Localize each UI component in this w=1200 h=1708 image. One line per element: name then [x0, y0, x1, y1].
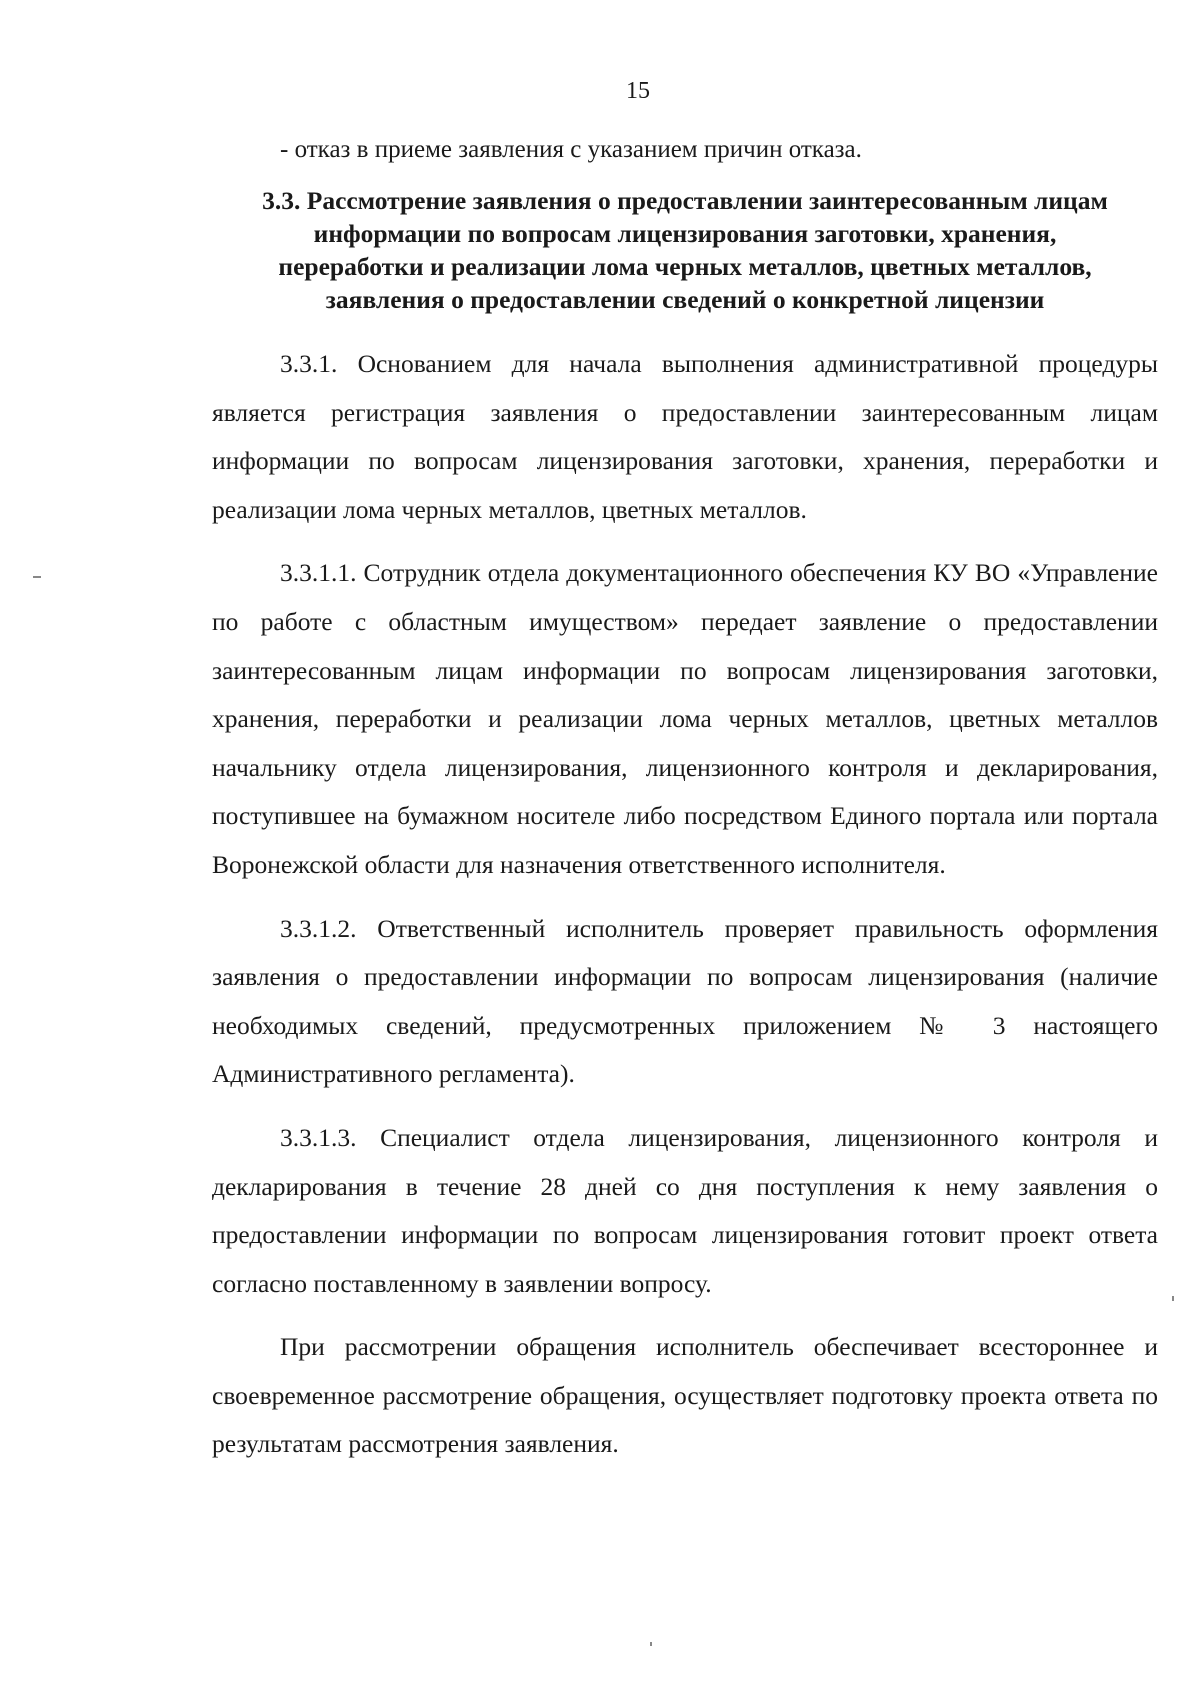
paragraph-3-3-1-1: 3.3.1.1. Сотрудник отдела документационного обеспечения КУ ВО «Управление по работе с областным имуществом» передает заявление о предоставлении заинтересованным лицам информации по вопросам лицензирования заготовки, хранения, переработки и реализации лома черных металлов, цветных металлов начальнику отдела лицензирования, лицензионного контроля и декларирования, поступившее на бумажном носителе либо посредством Единого портала или портала Воронежской области для назначения ответственного исполнителя. [212, 558, 1158, 879]
heading-line: переработки и реализации лома черных металлов, цветных металлов, [278, 252, 1092, 281]
scan-artifact [1172, 1296, 1174, 1301]
paragraph-3-3-1-2: 3.3.1.2. Ответственный исполнитель проверяет правильность оформления заявления о предоставлении информации по вопросам лицензирования (наличие необходимых сведений, предусмотренных приложением № 3 настоящего Административного регламента). [212, 913, 1158, 1089]
body-text [212, 340, 1158, 1469]
paragraph-closing: При рассмотрении обращения исполнитель обеспечивает всестороннее и своевременное рассмотрение обращения, осуществляет подготовку проекта ответа по результатам рассмотрения заявления. [212, 1332, 1158, 1459]
intro-line: - отказ в приеме заявления с указанием причин отказа. [280, 136, 862, 163]
heading-line: 3.3. Рассмотрение заявления о предоставлении заинтересованным лицам [262, 186, 1108, 215]
paragraph-3-3-1: 3.3.1. Основанием для начала выполнения административной процедуры является регистрация заявления о предоставлении заинтересованным лицам информации по вопросам лицензирования заготовки, хранения, переработки и реализации лома черных металлов, цветных металлов. [212, 349, 1158, 524]
scan-artifact [650, 1642, 652, 1646]
heading-line: заявления о предоставлении сведений о конкретной лицензии [325, 285, 1045, 314]
section-heading [212, 184, 1158, 316]
heading-line: информации по вопросам лицензирования заготовки, хранения, [313, 219, 1057, 248]
paragraph-3-3-1-3: 3.3.1.3. Специалист отдела лицензирования, лицензионного контроля и декларирования в течение 28 дней со дня поступления к нему заявления о предоставлении информации по вопросам лицензирования готовит проект ответа согласно поставленному в заявлении вопросу. [212, 1122, 1158, 1298]
scan-artifact [33, 576, 41, 578]
page-number: 15 [626, 78, 650, 104]
